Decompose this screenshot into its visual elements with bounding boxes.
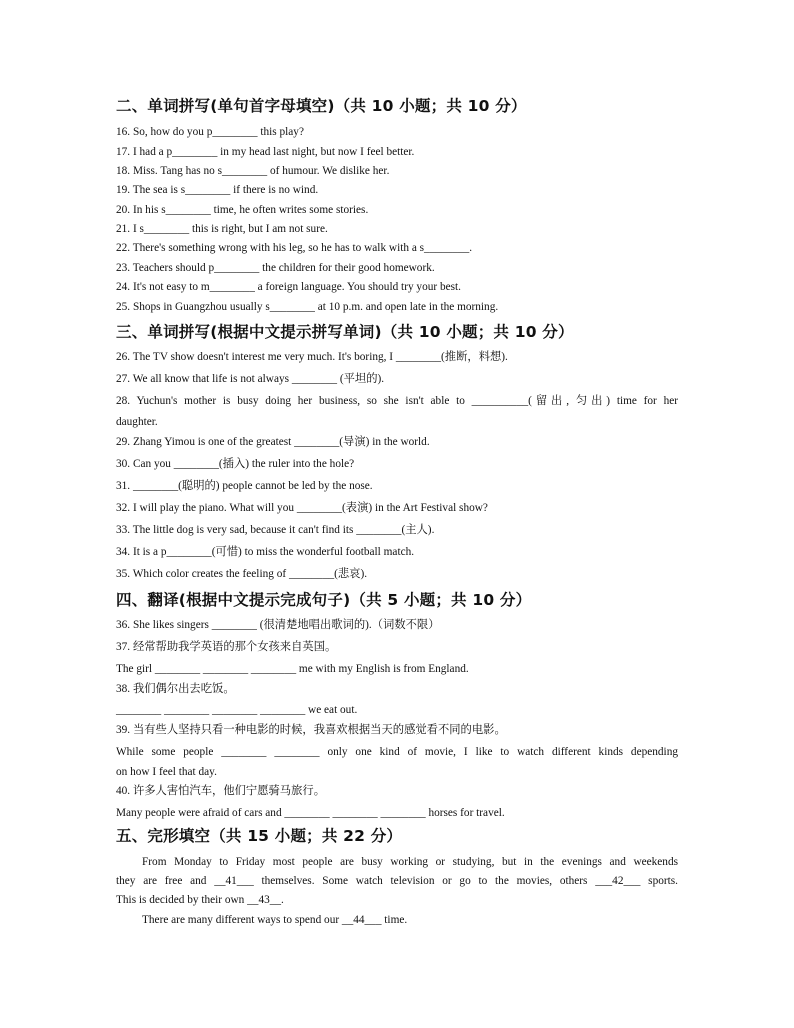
question-16: 16. So, how do you p________ this play?	[116, 126, 304, 138]
section-3-title: 三、单词拼写(根据中文提示拼写单词)（共 10 小题；共 10 分）	[116, 323, 574, 341]
question-28-cont: daughter.	[116, 416, 158, 428]
question-37-prompt: 37. 经常帮助我学英语的那个女孩来自英国。	[116, 641, 337, 653]
question-22: 22. There's something wrong with his leg, so he has to walk with a s________.	[116, 242, 473, 254]
question-38-prompt: 38. 我们偶尔出去吃饭。	[116, 683, 235, 695]
section-2-title: 二、单词拼写(单句首字母填空)（共 10 小题；共 10 分）	[116, 97, 527, 115]
question-35: 35. Which color creates the feeling of ________(悲哀).	[116, 568, 368, 580]
cloze-line-2: they are free and __41___ themselves. Some watch television or go to the movies, others ___42___ sports.	[116, 875, 678, 887]
question-20: 20. In his s________ time, he often writes some stories.	[116, 204, 369, 216]
question-21: 21. I s________ this is right, but I am not sure.	[116, 223, 328, 235]
cloze-line-4: There are many different ways to spend our __44___ time.	[142, 914, 408, 926]
question-23: 23. Teachers should p________ the children for their good homework.	[116, 262, 435, 274]
cloze-line-3: This is decided by their own __43__.	[116, 894, 284, 906]
question-31: 31. ________(聪明的) people cannot be led by the nose.	[116, 480, 373, 492]
cloze-line-1: From Monday to Friday most people are busy working or studying, but in the evenings and weekends	[142, 856, 678, 868]
question-40-prompt: 40. 许多人害怕汽车，他们宁愿骑马旅行。	[116, 785, 325, 797]
question-24: 24. It's not easy to m________ a foreign language. You should try your best.	[116, 281, 461, 293]
question-30: 30. Can you ________(插入) the ruler into the hole?	[116, 458, 355, 470]
section-5-title: 五、完形填空（共 15 小题；共 22 分）	[116, 827, 403, 845]
question-39-answer: While some people ________ ________ only one kind of movie, I like to watch different kinds depending	[116, 746, 678, 758]
question-40-answer: Many people were afraid of cars and ________ ________ ________ horses for travel.	[116, 807, 505, 819]
question-18: 18. Miss. Tang has no s________ of humour. We dislike her.	[116, 165, 390, 177]
question-37-answer: The girl ________ ________ ________ me with my English is from England.	[116, 663, 469, 675]
question-19: 19. The sea is s________ if there is no wind.	[116, 184, 319, 196]
question-36: 36. She likes singers ________ (很清楚地唱出歌词的).（词数不限）	[116, 619, 440, 631]
section-4-title: 四、翻译(根据中文提示完成句子)（共 5 小题；共 10 分）	[116, 591, 532, 609]
question-33: 33. The little dog is very sad, because it can't find its ________(主人).	[116, 524, 435, 536]
question-26: 26. The TV show doesn't interest me very much. It's boring, I ________(推断，料想).	[116, 351, 508, 363]
question-39-prompt: 39. 当有些人坚持只看一种电影的时候，我喜欢根据当天的感觉看不同的电影。	[116, 724, 506, 736]
question-38-answer: ________ ________ ________ ________ we eat out.	[116, 704, 358, 716]
question-28: 28. Yuchun's mother is busy doing her business, so she isn't able to __________(留出, 匀出) time for her	[116, 395, 678, 407]
question-27: 27. We all know that life is not always ________ (平坦的).	[116, 373, 385, 385]
question-29: 29. Zhang Yimou is one of the greatest ________(导演) in the world.	[116, 436, 430, 448]
question-17: 17. I had a p________ in my head last night, but now I feel better.	[116, 146, 415, 158]
question-39-answer-cont: on how I feel that day.	[116, 766, 217, 778]
question-32: 32. I will play the piano. What will you ________(表演) in the Art Festival show?	[116, 502, 488, 514]
question-25: 25. Shops in Guangzhou usually s________ at 10 p.m. and open late in the morning.	[116, 301, 499, 313]
question-34: 34. It is a p________(可惜) to miss the wonderful football match.	[116, 546, 415, 558]
